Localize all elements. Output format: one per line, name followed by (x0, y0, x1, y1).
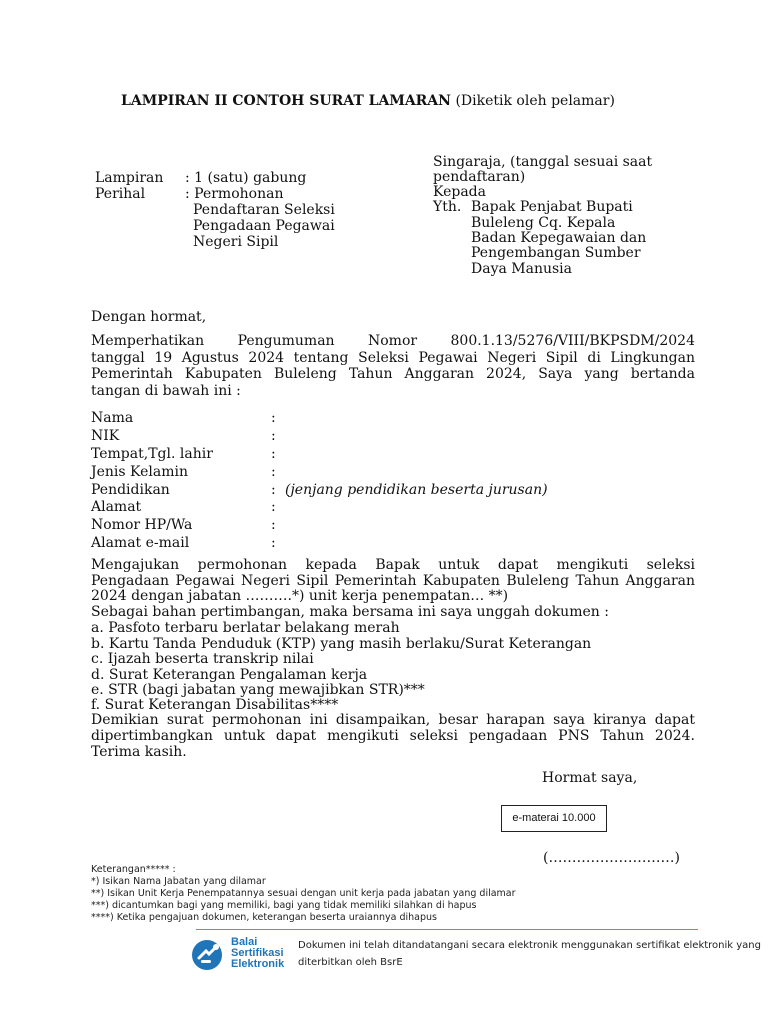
field-value-email: : (271, 535, 276, 551)
document-item: a. Pasfoto terbaru berlatar belakang merah (91, 620, 400, 636)
note-item: ****) Ketika pengajuan dokumen, keterangan beserta uraiannya dihapus (91, 912, 437, 923)
place-date: Singaraja, (tanggal sesuai saat (433, 154, 653, 170)
perihal-label: Perihal (95, 186, 146, 202)
recipient-line: Badan Kepegawaian dan (471, 230, 647, 246)
request-line: Sebagai bahan pertimbangan, maka bersama ini saya unggah dokumen : (91, 604, 609, 620)
bsre-logo-line: Sertifikasi (231, 947, 284, 959)
recipient-line: Pengembangan Sumber (471, 245, 641, 261)
note-item: **) Isikan Unit Kerja Penempatannya sesuai dengan unit kerja pada jabatan yang dilamar (91, 888, 516, 899)
lampiran-value: : 1 (satu) gabung (185, 170, 307, 186)
document-item: e. STR (bagi jabatan yang mewajibkan STR)*** (91, 682, 425, 698)
document-item: b. Kartu Tanda Penduduk (KTP) yang masih berlaku/Surat Keterangan (91, 636, 592, 652)
request-line: Mengajukan permohonan kepada Bapak untuk dapat mengikuti seleksi (91, 558, 695, 573)
title-note: (Diketik oleh pelamar) (455, 93, 615, 109)
bsre-logo-line: Elektronik (231, 958, 285, 970)
field-value-pendidikan: : (271, 482, 276, 498)
signature-name-placeholder: (………………………) (543, 850, 680, 866)
field-hint-pendidikan: (jenjang pendidikan beserta jurusan) (285, 482, 548, 498)
request-line: Pengadaan Pegawai Negeri Sipil Pemerintah Kabupaten Buleleng Tahun Anggaran (91, 573, 695, 589)
closing-line: dipertimbangkan untuk dapat mengikuti seleksi pengadaan PNS Tahun 2024. (91, 728, 695, 744)
perihal-line: : Permohonan (185, 186, 284, 202)
bsre-logo-line: Balai (231, 936, 258, 948)
field-label-pendidikan: Pendidikan (91, 482, 170, 498)
place-date: pendaftaran) (433, 169, 526, 185)
note-item: *) Isikan Nama Jabatan yang dilamar (91, 876, 266, 887)
intro-line: Pemerintah Kabupaten Buleleng Tahun Anggaran 2024, Saya yang bertanda (91, 366, 695, 382)
perihal-line: Pengadaan Pegawai (193, 218, 335, 234)
lampiran-label: Lampiran (95, 170, 164, 186)
recipient-line: Buleleng Cq. Kepala (471, 215, 616, 231)
field-label-nomor-hp: Nomor HP/Wa (91, 517, 193, 533)
bsre-logo-icon (190, 938, 226, 972)
footer-statement: diterbitkan oleh BsrE (298, 957, 403, 968)
document-item: d. Surat Keterangan Pengalaman kerja (91, 667, 368, 683)
document-item: c. Ijazah beserta transkrip nilai (91, 651, 314, 667)
closing-paragraph (91, 712, 695, 760)
ematerai-box: e-materai 10.000 (501, 805, 607, 832)
note-item: ***) dicantumkan bagi yang memiliki, bagi yang tidak memiliki silahkan di hapus (91, 900, 477, 911)
field-value-jenis-kelamin: : (271, 464, 276, 480)
footer-divider (196, 929, 698, 930)
field-label-alamat: Alamat (91, 499, 142, 515)
closing-line: Demikian surat permohonan ini disampaikan, besar harapan saya kiranya dapat (91, 712, 695, 728)
field-label-tempat-lahir: Tempat,Tgl. lahir (91, 446, 213, 462)
footer-statement: Dokumen ini telah ditandatangani secara elektronik menggunakan sertifikat elektronik yang (298, 940, 761, 951)
closing-line: Terima kasih. (91, 744, 187, 760)
perihal-line: Pendaftaran Seleksi (193, 202, 335, 218)
intro-line: Memperhatikan Pengumuman Nomor 800.1.13/5276/VIII/BKPSDM/2024 (91, 333, 695, 349)
field-label-email: Alamat e-mail (91, 535, 190, 551)
bsre-logo-text (231, 937, 284, 970)
title-bold: LAMPIRAN II CONTOH SURAT LAMARAN (121, 93, 451, 109)
intro-line: tanggal 19 Agustus 2024 tentang Seleksi Pegawai Negeri Sipil di Lingkungan (91, 349, 695, 366)
field-label-nik: NIK (91, 428, 120, 444)
yth-label: Yth. (433, 199, 462, 215)
request-line: 2024 dengan jabatan ……….*) unit kerja penempatan… **) (91, 589, 509, 604)
field-label-jenis-kelamin: Jenis Kelamin (91, 464, 188, 480)
greeting: Dengan hormat, (91, 309, 207, 325)
intro-paragraph (91, 333, 695, 399)
recipient-line: Daya Manusia (471, 261, 573, 277)
field-value-nama: : (271, 410, 276, 426)
intro-line: tangan di bawah ini : (91, 382, 241, 399)
document-item: f. Surat Keterangan Disabilitas**** (91, 697, 339, 713)
request-paragraph (91, 558, 695, 620)
field-label-nama: Nama (91, 410, 134, 426)
perihal-line: Negeri Sipil (193, 234, 279, 250)
hormat-saya: Hormat saya, (542, 770, 638, 786)
notes-heading: Keterangan***** : (91, 864, 176, 875)
field-value-alamat: : (271, 499, 276, 515)
document-title (121, 93, 615, 109)
field-value-nik: : (271, 428, 276, 444)
field-value-nomor-hp: : (271, 517, 276, 533)
field-value-tempat-lahir: : (271, 446, 276, 462)
recipient-line: Bapak Penjabat Bupati (471, 199, 633, 215)
kepada-label: Kepada (433, 184, 486, 200)
